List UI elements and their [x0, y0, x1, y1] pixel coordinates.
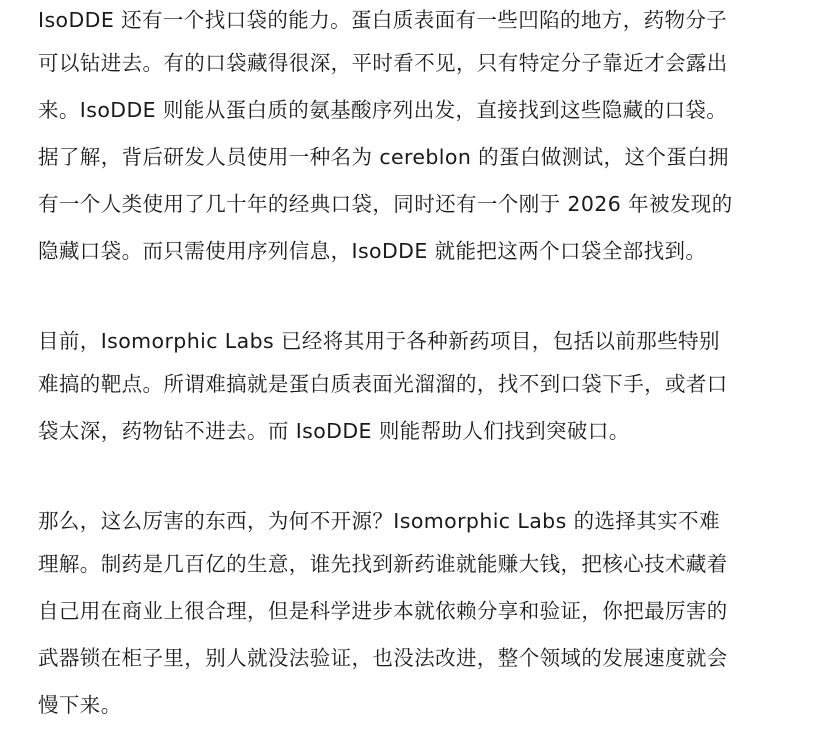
text-line: 袋太深，药物钻不进去。而 IsoDDE 则能帮助人们找到突破口。 — [38, 419, 630, 443]
text-line: 难搞的靶点。所谓难搞就是蛋白质表面光溜溜的，找不到口袋下手，或者口 — [38, 372, 728, 396]
text-line: 可以钻进去。有的口袋藏得很深，平时看不见，只有特定分子靠近才会露出 — [38, 51, 728, 75]
text-line: 有一个人类使用了几十年的经典口袋，同时还有一个刚于 2026 年被发现的 — [38, 192, 733, 216]
paragraph-spacer — [38, 275, 797, 321]
paragraph-open-source-question — [38, 501, 797, 729]
paragraph-drug-projects — [38, 321, 797, 455]
paragraph-pocket-finding — [38, 0, 797, 275]
text-line: 那么，这么厉害的东西，为何不开源？Isomorphic Labs 的选择其实不难 — [38, 509, 720, 533]
text-line: 理解。制药是几百亿的生意，谁先找到新药谁就能赚大钱，把核心技术藏着 — [38, 552, 728, 576]
text-line: IsoDDE 还有一个找口袋的能力。蛋白质表面有一些凹陷的地方，药物分子 — [38, 8, 728, 32]
text-line: 据了解，背后研发人员使用一种名为 cereblon 的蛋白做测试，这个蛋白拥 — [38, 145, 729, 169]
text-line: 隐藏口袋。而只需使用序列信息，IsoDDE 就能把这两个口袋全部找到。 — [38, 239, 707, 263]
text-line: 慢下来。 — [38, 693, 122, 717]
text-line: 自己用在商业上很合理，但是科学进步本就依赖分享和验证，你把最厉害的 — [38, 599, 728, 623]
text-line: 武器锁在柜子里，别人就没法验证，也没法改进，整个领域的发展速度就会 — [38, 646, 728, 670]
paragraph-spacer — [38, 455, 797, 501]
text-line: 来。IsoDDE 则能从蛋白质的氨基酸序列出发，直接找到这些隐藏的口袋。 — [38, 98, 728, 122]
text-line: 目前，Isomorphic Labs 已经将其用于各种新药项目，包括以前那些特别 — [38, 329, 720, 353]
